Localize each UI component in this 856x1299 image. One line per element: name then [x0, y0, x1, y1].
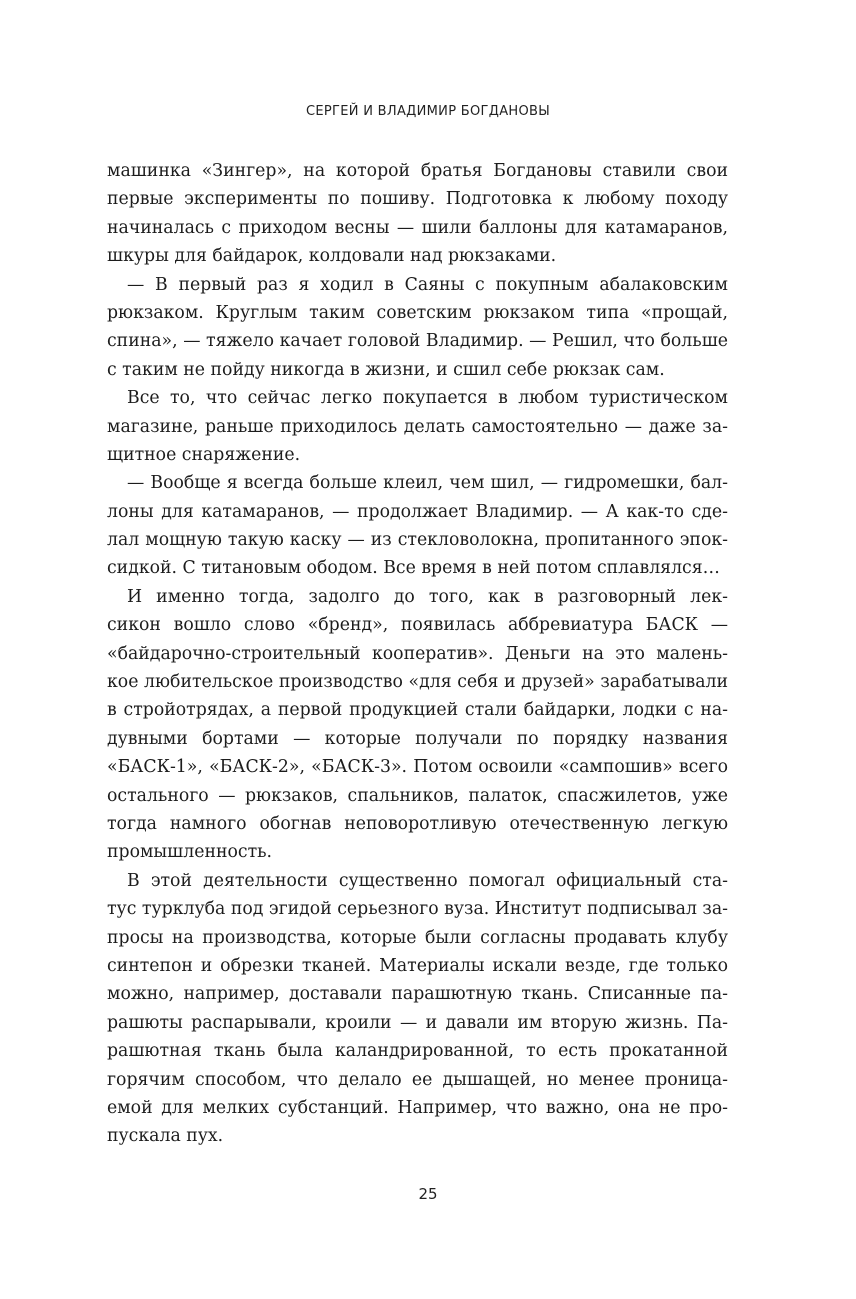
text-line: синтепон и обрезки тканей. Материалы искали везде, где только — [107, 955, 728, 976]
text-line: щитное снаряжение. — [107, 444, 301, 465]
text-line: шкуры для байдарок, колдовали над рюкзаками. — [107, 246, 557, 267]
text-line: тус турклуба под эгидой серьезного вуза. Институт подписывал за- — [107, 899, 728, 920]
text-line: спина», — тяжело качает головой Владимир. — Решил, что больше — [107, 331, 728, 352]
text-line: В этой деятельности существенно помогал официальный ста- — [127, 870, 728, 891]
text-line: — В первый раз я ходил в Саяны с покупным абалаковским — [127, 274, 728, 295]
text-line: рашютная ткань была каландрированной, то есть прокатанной — [107, 1041, 728, 1062]
text-line: начиналась с приходом весны — шили баллоны для катамаранов, — [107, 217, 728, 238]
text-line: промышленность. — [107, 842, 273, 863]
text-line: лоны для катамаранов, — продолжает Владимир. — А как-то сде- — [107, 501, 728, 522]
text-line: сидкой. С титановым ободом. Все время в ней потом сплавлялся… — [107, 558, 720, 579]
text-line: «байдарочно-строительный кооператив». Деньги на это малень- — [107, 643, 728, 664]
text-line: магазине, раньше приходилось делать самостоятельно — даже за- — [107, 416, 728, 437]
body-text — [107, 157, 728, 1151]
text-line: просы на производства, которые были согласны продавать клубу — [107, 927, 728, 948]
text-line: машинка «Зингер», на которой братья Богдановы ставили свои — [107, 161, 728, 181]
text-line: сикон вошло слово «бренд», появилась аббревиатура БАСК — — [107, 615, 728, 636]
text-line: рашюты распарывали, кроили — и давали им вторую жизнь. Па- — [107, 1012, 728, 1033]
text-line: в стройотрядах, а первой продукцией стали байдарки, лодки с на- — [107, 700, 728, 721]
text-line: остального — рюкзаков, спальников, палаток, спасжилетов, уже — [107, 785, 728, 806]
text-line: «БАСК-1», «БАСК-2», «БАСК-3». Потом освоили «сампошив» всего — [107, 757, 728, 778]
page-number: 25 — [418, 1185, 438, 1203]
text-line: горячим способом, что делало ее дышащей, но менее проница- — [107, 1069, 728, 1090]
text-line: лал мощную такую каску — из стекловолокна, пропитанного эпок- — [107, 530, 728, 551]
running-header: СЕРГЕЙ И ВЛАДИМИР БОГДАНОВЫ — [306, 104, 550, 119]
text-line: тогда намного обогнав неповоротливую отечественную легкую — [107, 813, 728, 834]
text-line: пускала пух. — [107, 1126, 224, 1147]
text-line: Все то, что сейчас легко покупается в любом туристическом — [127, 388, 728, 409]
text-line: можно, например, доставали парашютную ткань. Списанные па- — [107, 984, 728, 1005]
text-line: первые эксперименты по пошиву. Подготовка к любому походу — [107, 189, 728, 210]
text-line: кое любительское производство «для себя и друзей» зарабатывали — [107, 672, 728, 693]
text-line: И именно тогда, задолго до того, как в разговорный лек- — [127, 586, 728, 607]
text-line: емой для мелких субстанций. Например, что важно, она не про- — [107, 1097, 728, 1118]
text-line: — Вообще я всегда больше клеил, чем шил, — гидромешки, бал- — [127, 473, 728, 494]
text-line: с таким не пойду никогда в жизни, и сшил себе рюкзак сам. — [107, 359, 665, 380]
text-line: рюкзаком. Круглым таким советским рюкзаком типа «прощай, — [107, 302, 728, 323]
text-line: дувными бортами — которые получали по порядку названия — [107, 728, 728, 749]
